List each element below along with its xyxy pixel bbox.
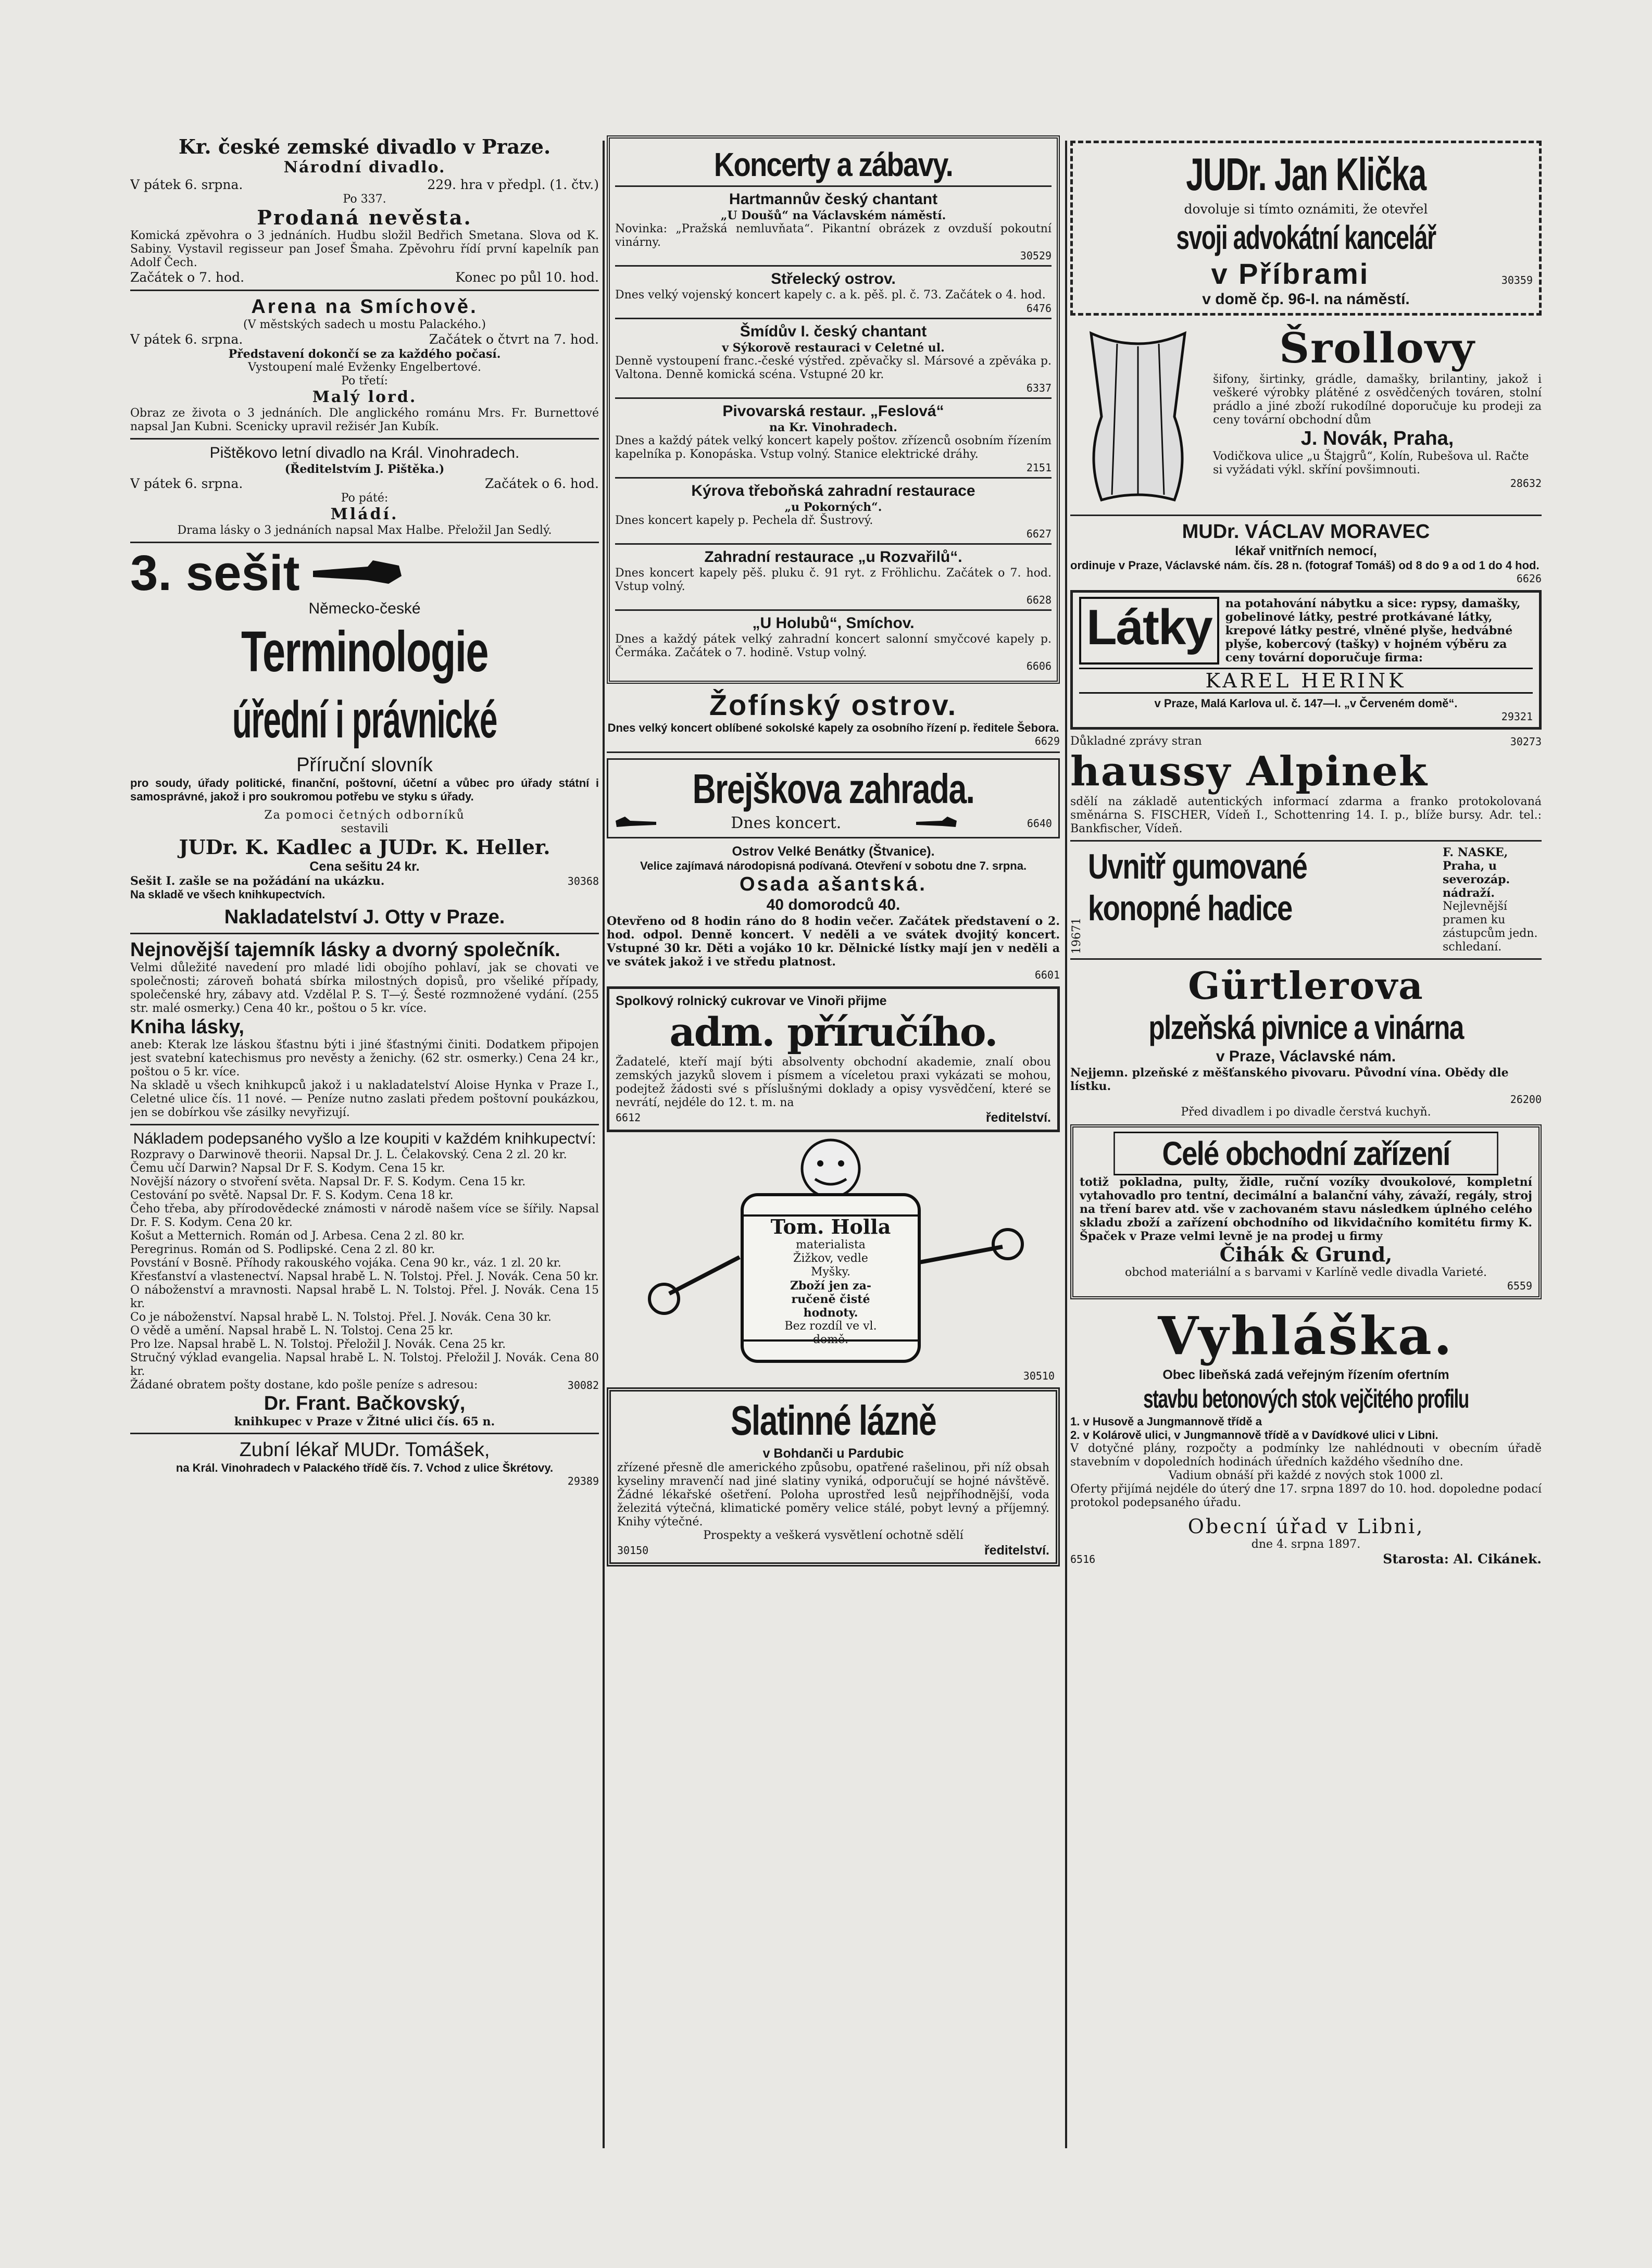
concerts-header: Koncerty a zábavy. (714, 146, 953, 183)
sugar-signer: ředitelství. (985, 1110, 1051, 1125)
theatre-start: Začátek o 6. hod. (484, 476, 599, 491)
ad-code: 6559 (1507, 1280, 1532, 1292)
book-item: O vědě a umění. Napsal hrabě L. N. Tolstoj. Cena 25 kr. (130, 1324, 454, 1337)
theatre-play: Prodaná nevěsta. (257, 206, 472, 229)
secret-title: Nejnovější tajemník lásky a dvorný společník. (130, 939, 560, 961)
book-item: Čeho třeba, aby přírodovědecké známosti v národě našem více se šířily. Napsal Dr. F. S. Kodym. Cena 20 kr. (130, 1202, 599, 1229)
terminology-help1: Za pomoci četných odborníků (264, 809, 465, 822)
klicka-line: v domě čp. 96-I. na náměstí. (1202, 291, 1410, 308)
book-item: Novější názory o stvoření světa. Napsal Dr. F. S. Kodym. Cena 15 kr. (130, 1175, 526, 1188)
concert-ad (615, 318, 1052, 397)
pointing-hand-icon (911, 816, 958, 831)
moravec-ad (1070, 520, 1542, 585)
theatre-play: Mládí. (330, 505, 399, 523)
concert-body: Dnes a každý pátek velký koncert kapely poštov. zřízenců osobním řízením kapelníka p. Konopáska. Vstup volný. Stanice elektrické dráhy. (615, 434, 1052, 461)
holla-ad (607, 1137, 1060, 1382)
slatina-signer: ředitelství. (984, 1543, 1049, 1558)
gurtler-title: Gürtlerova (1188, 963, 1424, 1008)
ad-code: 6629 (1034, 735, 1060, 747)
hoses-side-code: 19671 (1070, 918, 1083, 954)
book-item: Stručný výklad evangelia. Napsal hrabě L. N. Tolstoj. Přeložil J. Novák. Cena 80 kr. (130, 1351, 599, 1378)
holla-line: Bez rozdíl ve vl. (784, 1320, 877, 1333)
vyhlaska-item: 1. v Husově a Jungmannově třídě a (1070, 1415, 1262, 1428)
terminology-authors: JUDr. K. Kadlec a JUDr. K. Heller. (179, 835, 550, 859)
ad-code: 6612 (616, 1111, 641, 1124)
vyhlaska-item: 2. v Kolárově ulici, v Jungmannově třídě a v Davídkové ulici v Libni. (1070, 1429, 1438, 1442)
gurtler-sub: plzeňská pivnice a vinárna (1148, 1009, 1463, 1046)
vyhlaska-title: Vyhláška. (1158, 1305, 1454, 1367)
ad-code: 6601 (1034, 969, 1060, 981)
ad-code: 30082 (567, 1379, 599, 1392)
stvanice-ad (607, 844, 1060, 981)
sroll-title: Šrollovy (1279, 323, 1475, 372)
klicka-line: dovoluje si tímto oznámiti, že otevřel (1184, 202, 1428, 217)
holla-line: domě. (812, 1333, 849, 1346)
holla-line: Myšky. (810, 1265, 851, 1279)
concert-title: Střelecký ostrov. (771, 270, 896, 287)
ad-code: 29321 (1501, 710, 1533, 723)
sroll-addr: Vodičkova ulice „u Štajgrů“, Kolín, Rubešova ul. Račte si vyžádati výkl. skříní povšimnouti. (1213, 450, 1529, 477)
vyhlaska-big: stavbu betonových stok vejčitého profilu (1143, 1384, 1469, 1413)
holla-line: Žižkov, vedle (793, 1252, 868, 1265)
stvanice-count: 40 domorodců 40. (766, 896, 900, 913)
books-title: Nákladem podepsaného vyšlo a lze koupiti v každém knihkupectví: (133, 1130, 596, 1147)
concert-title: Kýrova třeboňská zahradní restaurace (691, 482, 975, 499)
ad-code: 26200 (1510, 1093, 1542, 1106)
book-item: Co je náboženství. Napsal hrabě L. N. Tolstoj. Přel. J. Novák. Cena 30 kr. (130, 1311, 552, 1324)
terminology-stock: Na skladě ve všech knihkupectvích. (130, 888, 326, 901)
theatre-subtitle: (Ředitelstvím J. Pištěka.) (284, 462, 445, 476)
hoses-note: Nejlevnější pramen ku zástupcům jedn. schledaní. (1443, 900, 1538, 954)
concert-body: Dnes velký vojenský koncert kapely c. a k. pěš. pl. č. 73. Začátek o 4. hod. (615, 289, 1046, 302)
hoses-firm: F. NASKE, Praha, u severozáp. nádraží. (1443, 846, 1510, 900)
concert-sub: v Sýkorově restauraci v Celetné ul. (722, 341, 945, 355)
divider (130, 933, 599, 934)
sroll-desc: šifony, širtinky, grádle, damašky, brilantiny, jakož i veškeré výrobky plátěné z osvědčených továren, stolní prádlo a jiné zboží rukodílné doporučuje ku prodeji za ceny tovární obchodní dům (1213, 373, 1542, 427)
concert-ad (615, 543, 1052, 609)
column-rule-2 (1065, 141, 1067, 2148)
latky-ad (1070, 590, 1542, 730)
holla-line: materialista (796, 1238, 866, 1251)
book-item: O náboženství a mravnosti. Napsal hrabě L. N. Tolstoj. Přel. J. Novák. Cena 15 kr. (130, 1284, 599, 1310)
terminology-ad (130, 547, 599, 929)
ad-code: 30510 (1023, 1370, 1055, 1382)
concert-title: „U Holubů“, Smíchov. (752, 615, 915, 632)
concert-ad (615, 397, 1052, 477)
theatre-title: Pištěkovo letní divadlo na Král. Vinohradech. (209, 444, 520, 461)
concert-ad (615, 477, 1052, 543)
concert-title: Šmídův I. český chantant (740, 323, 927, 340)
concert-title: Zahradní restaurace „u Rozvařilů“. (704, 548, 962, 566)
theatre-num: Po páté: (341, 492, 389, 505)
haussy-title: haussy Alpinek (1070, 748, 1428, 795)
ad-code: 6640 (1027, 817, 1052, 830)
dentist-ad (130, 1438, 599, 1487)
ad-code: 6627 (1026, 528, 1052, 540)
klicka-line: v Příbrami (1211, 257, 1370, 290)
vyhlaska-date: dne 4. srpna 1897. (1251, 1538, 1361, 1551)
sroll-ad (1070, 323, 1542, 510)
klicka-title: JUDr. Jan Klička (1186, 148, 1426, 200)
theatre-subtitle: Národní divadlo. (283, 158, 446, 177)
terminology-big2: úřední i právnické (232, 691, 497, 749)
vyhlaska-lead: Obec libeňská zadá veřejným řízením ofertním (1162, 1368, 1449, 1382)
ad-code: 6476 (1026, 302, 1052, 315)
theatre-date: V pátek 6. srpna. (130, 332, 243, 347)
brejska-title: Brejškova zahrada. (692, 766, 974, 812)
slatina-title: Slatinné lázně (730, 1397, 936, 1444)
pointing-hand-icon (310, 555, 404, 592)
book-item: Povstání v Bosně. Příhody rakouského vojáka. Cena 90 kr., váz. 1 zl. 20 kr. (130, 1257, 561, 1270)
vyhlaska-ad (1070, 1305, 1542, 1567)
moravec-body: ordinuje v Praze, Václavské nám. čís. 28 n. (fotograf Tomáš) od 8 do 9 a od 1 do 4 hod. (1070, 559, 1540, 572)
latky-desc: na potahování nábytku a sice: rypsy, damašky, gobelinové látky, pestré protkávané látky, krepové látky pestré, vlněné plyše, hedvábné plyše, kobercový (tašky) v hojném výběru za ceny tovární doporučuje firma: (1225, 597, 1521, 665)
divider (130, 1124, 599, 1125)
terminology-sub: Příruční slovník (296, 754, 433, 776)
book-item: Peregrinus. Román od S. Podlipské. Cena 2 zl. 80 kr. (130, 1243, 435, 1256)
theatre-title: Kr. české zemské divadlo v Praze. (178, 135, 551, 158)
brejska-sub: Dnes koncert. (731, 814, 842, 832)
theatre-desc: Obraz ze života o 3 jednáních. Dle anglického románu Mrs. Fr. Burnettové napsal Jan Kubni. Scenicky upravil režisér Jan Kubík. (130, 407, 599, 433)
vyhlaska-offer: Oferty přijímá nejdéle do úterý dne 17. srpna 1897 do 10. hod. dopoledne podací protokol podepsaného úřadu. (1070, 1483, 1542, 1509)
concert-body: Novinka: „Pražská nemluvňata“. Pikantní obrázek z ovzduší pokoutní vinárny. (615, 222, 1052, 249)
theatre-num: Po třetí: (341, 374, 388, 387)
latky-title: Látky (1079, 597, 1219, 665)
concert-title: Pivovarská restaur. „Feslová“ (722, 403, 944, 420)
column-rule-1 (603, 141, 605, 2148)
theatre-desc: Drama lásky o 3 jednáních napsal Max Halbe. Přeložil Jan Sedlý. (177, 524, 552, 537)
haussy-pre: Důkladné zprávy stran (1070, 735, 1202, 748)
theatre-pistek (130, 444, 599, 537)
books-note: Žádané obratem pošty dostane, kdo pošle peníze s adresou: (130, 1379, 478, 1392)
obchod-firm: Čihák & Grund, (1219, 1243, 1393, 1266)
stvanice-body: Velice zajímavá národopisná podívaná. Otevření v sobotu dne 7. srpna. (640, 859, 1027, 872)
latky-firm: KAREL HERINK (1079, 668, 1533, 694)
ad-code: 30359 (1501, 274, 1533, 286)
ad-code: 30368 (567, 875, 599, 887)
theatre-num: Po 337. (343, 193, 386, 206)
book-item: Křesťanství a vlastenectví. Napsal hrabě L. N. Tolstoj. Přel. J. Novák. Cena 50 kr. (130, 1270, 599, 1283)
concert-body: Denně vystoupení franc.-české výstřed. zpěvačky sl. Mársové a zpěváka p. Valtona. Denně komická scéna. Vstupné 20 kr. (615, 355, 1052, 381)
hoses-title: Uvnitř gumované (1088, 847, 1307, 886)
theatre-desc: Komická zpěvohra o 3 jednáních. Hudbu složil Bedřich Smetana. Slova od K. Sabiny. Vystavil regisseur pan Josef Šmaha. Zpěvohru řídí první kapelník pan Adolf Čech. (130, 229, 599, 269)
theatre-perf: 229. hra v předpl. (1. čtv.) (427, 177, 599, 192)
divider (130, 290, 599, 291)
concert-body: Dnes koncert kapely pěš. pluku č. 91 ryt. z Fröhlichu. Začátek o 7. hod. Vstup volný. (615, 567, 1052, 593)
slatina-body: zřízené přesně dle amerického způsobu, opatřené rašelinou, při níž obsah kyseliny mravenčí nad jiné slatiny vyniká, odporučují se hojné návštěvě. Žádné lékařské ošetření. Poloha uprostřed lesů nejpříhodnější, voda železitá výtečná, klimatické poměry velice stálé, pobyt levný a příjemný. Knihy výtečné. (617, 1461, 1049, 1528)
stvanice-osada: Osada ašantská. (740, 873, 927, 895)
book-list (130, 1148, 599, 1379)
theatre-title: Arena na Smíchově. (251, 296, 478, 318)
divider (130, 438, 599, 440)
concert-body: Dnes koncert kapely p. Pechela dř. Šustrový. (615, 514, 873, 527)
latky-addr: v Praze, Malá Karlova ul. č. 147—I. „v Červeném domě“. (1154, 697, 1458, 710)
zofin-title: Žofínský ostrov. (709, 688, 958, 721)
book-item: Čemu učí Darwin? Napsal Dr F. S. Kodym. Cena 15 kr. (130, 1162, 445, 1175)
issue-title: 3. sešit (130, 545, 300, 601)
secret-desc: Velmi důležité navedení pro mladé lidi obojího pohlaví, jak se chovati ve společnosti; zároveň bohatá sbírka milostných dopisů, pro všeliké případy, společenské hry, zábavy atd. Vzdělal P. S. T—ý. Šesté rozmnožené vydání. (255 str. malé osmerky.) Cena 40 kr., poštou o 5 kr. více. (130, 961, 599, 1015)
divider (1070, 958, 1542, 960)
obchod-title: Celé obchodní zařízení (1113, 1132, 1498, 1175)
sugar-body: Žadatelé, kteří mají býti absolventy obchodní akademie, znalí obou zemských jazyků slovem i písmem a víceletou praxi vykázati se mohou, podejtež žádosti své s příslušnými doklady a opisy vysvědčení, které se nevrátí, nejdéle do 12. t. m. na (616, 1056, 1051, 1109)
holla-line: Zboží jen za- (790, 1279, 872, 1293)
moravec-sub: lékař vnitřních nemocí, (1235, 544, 1377, 558)
column-left (130, 135, 599, 2153)
secret-love-ad (130, 938, 599, 1120)
column-right (1070, 135, 1542, 2153)
theatre-subtitle: (V městských sadech u mostu Palackého.) (243, 318, 486, 331)
books-signer: Dr. Frant. Bačkovský, (264, 1393, 466, 1414)
gurtler-body: Nejjemn. plzeňské z měšťanského pivovaru. Původní vína. Obědy dle lístku. (1070, 1066, 1509, 1093)
concert-ad (615, 265, 1052, 318)
concert-sub: „u Pokorných“. (784, 500, 882, 514)
obchod-body: totiž pokladna, pulty, židle, ruční vozíky dvoukolové, kompletní vytahovadlo pro tentní, decimální a balanční váhy, závaží, regály, stroj na tření barev atd. vše v zachovaném stavu následkem úplného celého skladu zboží a zařízení obchodního od likvidačního komitétu firmy K. Špaček v Praze velmi levně je na prodej u firmy (1080, 1175, 1532, 1243)
divider (607, 751, 1060, 753)
stvanice-desc: Otevřeno od 8 hodin ráno do 8 hodin večer. Začátek představení o 2. hod. odpol. Denně koncert. V neděli a ve svátek dvojitý koncert. Vstupné 30 kr. Děti a vojáko 10 kr. Dělnické lístky mají jen v neděli a ve svátek jakož i ve středu platnost. (607, 914, 1060, 969)
zofin-ad (607, 689, 1060, 747)
haussy-ad (1070, 735, 1542, 836)
ad-code: 6628 (1026, 594, 1052, 606)
divider (130, 1433, 599, 1434)
ad-code: 6516 (1070, 1553, 1096, 1565)
slatina-place: v Bohdanči u Pardubic (762, 1446, 904, 1461)
book-desc: aneb: Kterak lze láskou šťastnu býti i jiné šťastnými činiti. Dodatkem připojen jest svatební katechismus pro nevěsty a ženichy. (62 str. osmerky.) Cena 24 kr., poštou o 5 kr. více. (130, 1038, 599, 1079)
vyhlaska-signer: Starosta: Al. Cikánek. (1383, 1551, 1542, 1567)
theatre-start: Začátek o 7. hod. (130, 270, 245, 285)
concerts-box (607, 135, 1060, 684)
gurtler-addr: v Praze, Václavské nám. (1216, 1048, 1396, 1065)
column-middle (607, 135, 1060, 2153)
obchod-ad (1070, 1124, 1542, 1299)
book-item: Pro lze. Napsal hrabě L. N. Tolstoj. Přeložil J. Novák. Cena 25 kr. (130, 1338, 506, 1351)
pointing-hand-icon (615, 816, 661, 831)
divider (1070, 515, 1542, 516)
concert-title: Hartmannův český chantant (729, 191, 938, 208)
terminology-big1: Terminologie (241, 620, 489, 684)
slatina-note: Prospekty a veškerá vysvětlení ochotně sdělí (703, 1529, 963, 1542)
theatre-start: Začátek o čtvrt na 7. hod. (429, 332, 599, 347)
sugar-title: adm. příručího. (669, 1009, 997, 1055)
klicka-ad (1070, 141, 1542, 316)
theatre-end: Konec po půl 10. hod. (455, 270, 599, 285)
concert-ad (615, 185, 1052, 265)
holla-line: hodnoty. (803, 1306, 858, 1320)
dentist-addr: na Král. Vinohradech v Palackého třídě čís. 7. Vchod z ulice Škrétovy. (176, 1461, 554, 1474)
book-title: Kniha lásky, (130, 1016, 244, 1038)
vyhlaska-office: Obecní úřad v Libni, (1187, 1515, 1424, 1538)
ad-code: 28632 (1510, 477, 1542, 490)
divider (130, 542, 599, 543)
books-signer-addr: knihkupec v Praze v Žitné ulici čís. 65 n. (234, 1415, 495, 1429)
book-item: Cestování po světě. Napsal Dr. F. S. Kodym. Cena 18 kr. (130, 1189, 454, 1202)
terminology-desc: pro soudy, úřady politické, finanční, poštovní, účetní a vůbec pro úřady státní i samosprávné, jakož i pro soukromou potřebu ve styku s úřady. (130, 776, 599, 803)
concert-ad (615, 609, 1052, 675)
ad-code: 30150 (617, 1544, 649, 1557)
ad-code: 30273 (1510, 735, 1542, 748)
theatre-play: Malý lord. (312, 388, 417, 406)
holla-name: Tom. Holla (770, 1215, 891, 1238)
holla-line: ručeně čisté (791, 1293, 870, 1306)
obchod-addr: obchod materiální a s barvami v Karlíně vedle divadla Varieté. (1124, 1266, 1487, 1279)
ad-code: 2151 (1026, 461, 1052, 474)
theatre-national (130, 135, 599, 285)
book-stock: Na skladě u všech knihkupců jakož i u nakladatelství Aloise Hynka v Praze I., Celetné ulice čís. 11 nové. — Peníze nutno zaslati předem poštovní poukázkou, jen se dobírkou vše zásilky nevyřizují. (130, 1079, 599, 1119)
moravec-title: MUDr. VÁCLAV MORAVEC (1182, 521, 1430, 543)
terminology-order: Sešit I. zašle se na požádání na ukázku. (130, 874, 385, 888)
theatre-note: Představení dokončí se za každého počasí. (228, 347, 501, 361)
book-item: Košut a Metternich. Román od J. Arbesa. Cena 2 zl. 80 kr. (130, 1230, 465, 1243)
sroll-firm: J. Novák, Praha, (1300, 428, 1454, 449)
corset-illustration (1070, 323, 1206, 510)
ad-code: 30529 (1020, 249, 1052, 262)
ad-code: 29389 (567, 1475, 599, 1487)
concert-sub: „U Doušů“ na Václavském náměstí. (720, 209, 946, 222)
klicka-line: svoji advokátní kancelář (1176, 219, 1436, 256)
vyhlaska-body: V dotyčné plány, rozpočty a podmínky lze nahlédnouti v obecním úřadě stavebním v dopoledních hodinách úředních každého všedního dne. (1070, 1442, 1542, 1469)
theatre-date: V pátek 6. srpna. (130, 476, 243, 491)
ad-code: 6337 (1026, 382, 1052, 394)
terminology-help2: sestavili (341, 822, 389, 835)
terminology-publisher: Nakladatelství J. Otty v Praze. (224, 906, 505, 928)
divider (1070, 840, 1542, 842)
ad-code: 6606 (1026, 660, 1052, 672)
terminology-price: Cena sešitu 24 kr. (309, 859, 420, 874)
slatina-ad (607, 1387, 1060, 1567)
stvanice-title: Ostrov Velké Benátky (Štvanice). (732, 844, 935, 859)
sugar-ad (607, 986, 1060, 1132)
books-ad (130, 1130, 599, 1429)
theatre-arena (130, 295, 599, 434)
theatre-note: Vystoupení malé Evženky Engelbertové. (248, 361, 481, 374)
ad-code: 6626 (1516, 572, 1542, 585)
concert-sub: na Kr. Vinohradech. (769, 421, 897, 434)
gurtler-ad (1070, 964, 1542, 1119)
concert-body: Dnes a každý pátek velký zahradní koncert salonní smyčcové kapely p. Čermáka. Začátek o 7. hodině. Vstup volný. (615, 633, 1052, 659)
book-item: Rozpravy o Darwinově theorii. Napsal Dr. J. L. Čelakovský. Cena 2 zl. 20 kr. (130, 1148, 567, 1161)
zofin-body: Dnes velký koncert oblíbené sokolské kapely za osobního řízení p. ředitele Šebora. (607, 721, 1059, 734)
concert-list (615, 185, 1052, 675)
terminology-line1: Německo-české (308, 600, 421, 617)
sugar-head: Spolkový rolnický cukrovar ve Vinoři přijme (616, 994, 887, 1008)
hoses-title: konopné hadice (1088, 888, 1292, 928)
theatre-date: V pátek 6. srpna. (130, 177, 243, 192)
haussy-body: sdělí na základě autentických informací zdarma a franko protokolovaná směnárna S. FISCHER, Vídeň I., Schottenring 14. I. p., blíže bursy. Adr. tel.: Bankfischer, Vídeň. (1070, 795, 1542, 835)
hoses-ad (1070, 846, 1542, 954)
gurtler-foot: Před divadlem i po divadle čerstvá kuchyň. (1181, 1106, 1431, 1119)
dentist-title: Zubní lékař MUDr. Tomášek, (239, 1439, 490, 1461)
vyhlaska-vadium: Vadium obnáší při každé z nových stok 1000 zl. (1168, 1469, 1444, 1482)
brejska-ad (607, 758, 1060, 838)
